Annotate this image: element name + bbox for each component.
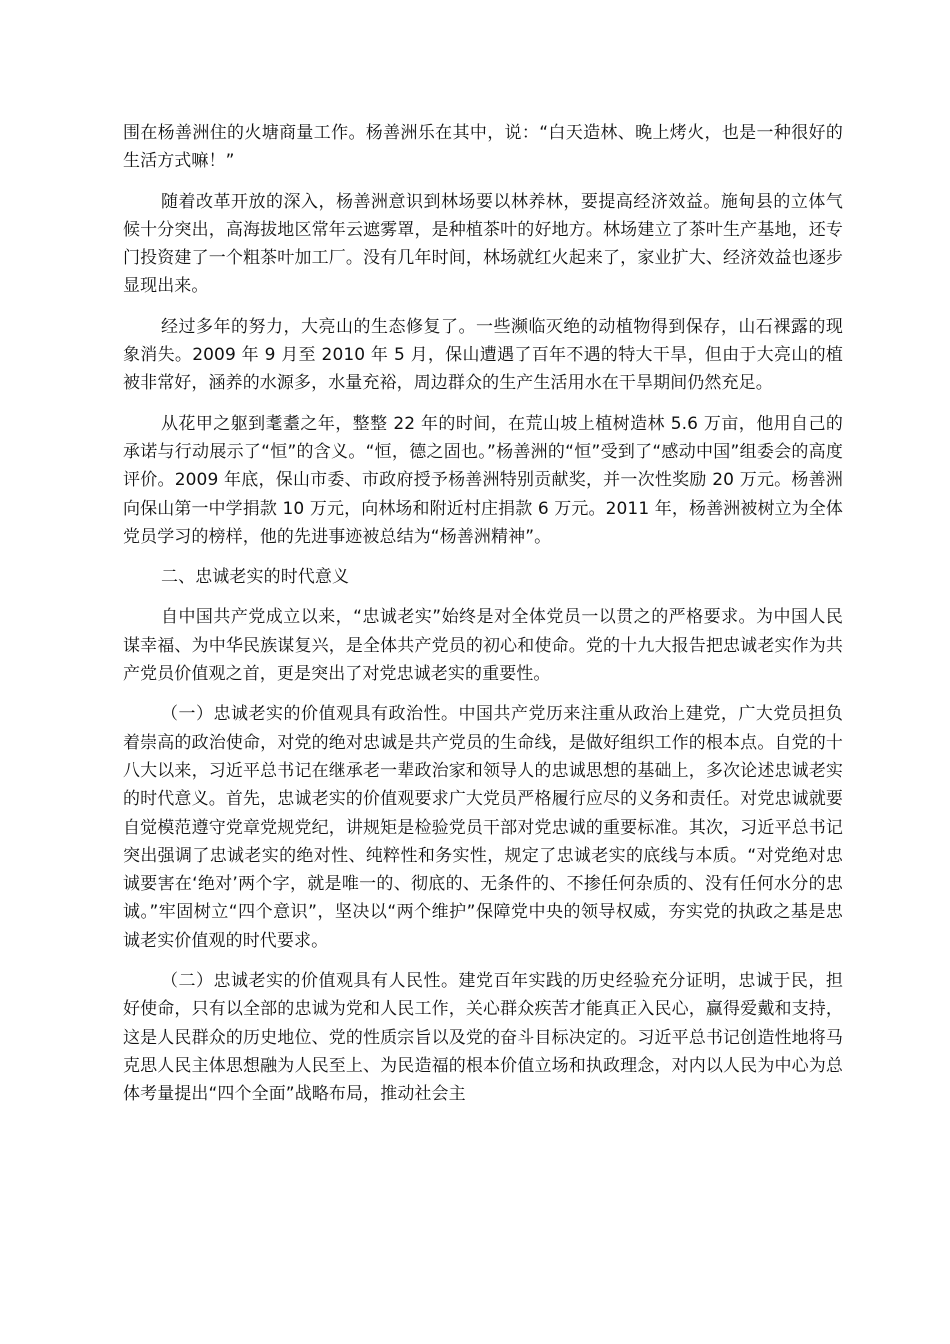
paragraph-ecology-restored: 经过多年的努力，大亮山的生态修复了。一些濒临灭绝的动植物得到保存，山石裸露的现象消失。2009 年 9 月至 2010 年 5 月，保山遭遇了百年不遇的特大干旱，但由于大亮山的植被非常好，涵养的水源多，水量充裕，周边群众的生产生活用水在干旱期间仍然充足。: [123, 316, 843, 394]
paragraph-perseverance: 从花甲之躯到耄耋之年，整整 22 年的时间，在荒山坡上植树造林 5.6 万亩，他用自己的承诺与行动展示了“恒”的含义。“恒，德之固也。”杨善洲的“恒”受到了“感动中国”组委会的高度评价。2009 年底，保山市委、市政府授予杨善洲特别贡献奖，并一次性奖励 20 万元。杨善洲向保山第一中学捐款 10 万元，向林场和附近村庄捐款 6 万元。2011 年，杨善洲被树立为全体党员学习的榜样，他的先进事迹被总结为“杨善洲精神”。: [123, 413, 843, 547]
document-page: [123, 119, 843, 1121]
paragraph-loyalty-intro: 自中国共产党成立以来，“忠诚老实”始终是对全体党员一以贯之的严格要求。为中国人民谋幸福、为中华民族谋复兴，是全体共产党员的初心和使命。党的十九大报告把忠诚老实作为共产党员价值观之首，更是突出了对党忠诚老实的重要性。: [123, 607, 843, 685]
section-heading: 二、忠诚老实的时代意义: [161, 567, 350, 588]
paragraph-people-nature: （二）忠诚老实的价值观具有人民性。建党百年实践的历史经验充分证明，忠诚于民，担好使命，只有以全部的忠诚为党和人民工作，关心群众疾苦才能真正入民心，赢得爱戴和支持，这是人民群众的历史地位、党的性质宗旨以及党的奋斗目标决定的。习近平总书记创造性地将马克思人民主体思想融为人民至上、为民造福的根本价值立场和执政理念，对内以人民为中心为总体考量提出“四个全面”战略布局，推动社会主: [123, 971, 843, 1105]
paragraph-tea-industry: 随着改革开放的深入，杨善洲意识到林场要以林养林，要提高经济效益。施甸县的立体气候十分突出，高海拔地区常年云遮雾罩，是种植茶叶的好地方。林场建立了茶叶生产基地，还专门投资建了一个粗茶叶加工厂。没有几年时间，林场就红火起来了，家业扩大、经济效益也逐步显现出来。: [123, 191, 843, 297]
paragraph-political-nature: （一）忠诚老实的价值观具有政治性。中国共产党历来注重从政治上建党，广大党员担负着崇高的政治使命，对党的绝对忠诚是共产党员的生命线，是做好组织工作的根本点。自党的十八大以来，习近平总书记在继承老一辈政治家和领导人的忠诚思想的基础上，多次论述忠诚老实的时代意义。首先，忠诚老实的价值观要求广大党员严格履行应尽的义务和责任。对党忠诚就要自觉模范遵守党章党规党纪，讲规矩是检验党员干部对党忠诚的重要标准。其次，习近平总书记突出强调了忠诚老实的绝对性、纯粹性和务实性，规定了忠诚老实的底线与本质。“对党绝对忠诚要害在‘绝对’两个字，就是唯一的、彻底的、无条件的、不掺任何杂质的、没有任何水分的忠诚。”牢固树立“四个意识”，坚决以“两个维护”保障党中央的领导权威，夯实党的执政之基是忠诚老实价值观的时代要求。: [123, 704, 843, 951]
paragraph-continuation: 围在杨善洲住的火塘商量工作。杨善洲乐在其中，说：“白天造林、晚上烤火，也是一种很好的生活方式嘛！”: [123, 123, 843, 172]
